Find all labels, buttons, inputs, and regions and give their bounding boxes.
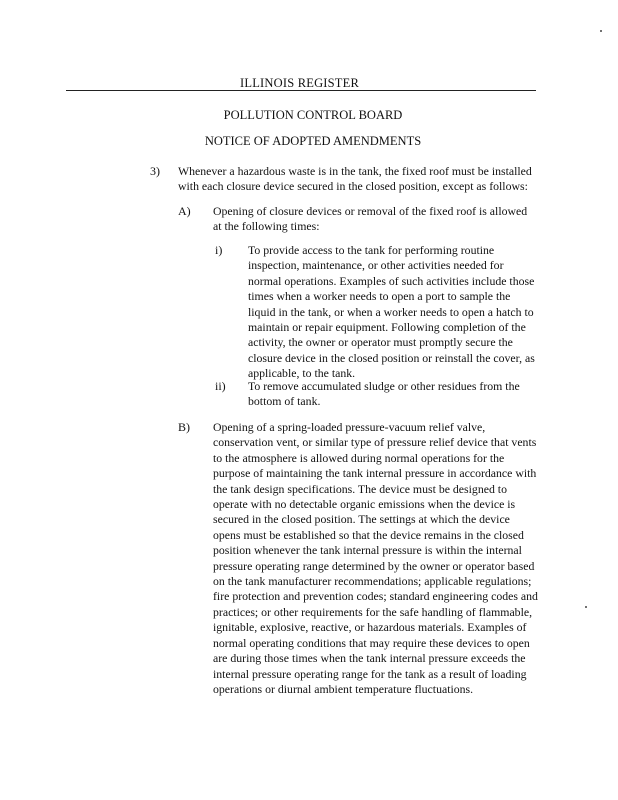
item-i-text: To provide access to the tank for performing routine inspection, maintenance, or other activities needed for normal operations. Examples of such activities include those times when a worker needs to open a port to sample the liquid in the tank, or when a worker needs to open a hatch to maintain or repair equipment. Following completion of the activity, the owner or operator must promptly secure the closure device in the closed position or reinstall the cover, as applicable, to the tank. <box>248 243 535 381</box>
item-3-marker: 3) <box>150 164 160 178</box>
item-a-text: Opening of closure devices or removal of the fixed roof is allowed at the following times: <box>213 204 528 234</box>
scan-speck <box>600 30 602 32</box>
scan-speck <box>585 606 587 608</box>
item-i-marker: i) <box>215 243 223 257</box>
item-ii-text: To remove accumulated sludge or other residues from the bottom of tank. <box>248 379 520 409</box>
register-title: ILLINOIS REGISTER <box>240 76 360 90</box>
item-3-text: Whenever a hazardous waste is in the tank, the fixed roof must be installed with each closure device secured in the closed position, except as follows: <box>178 164 532 194</box>
header-rule <box>66 90 536 91</box>
board-title: POLLUTION CONTROL BOARD <box>223 108 403 122</box>
item-b-marker: B) <box>178 420 190 434</box>
item-ii-marker: ii) <box>215 379 226 393</box>
item-a-marker: A) <box>178 204 191 218</box>
notice-title: NOTICE OF ADOPTED AMENDMENTS <box>204 134 422 148</box>
item-b-text: Opening of a spring-loaded pressure-vacuum relief valve, conservation vent, or similar type of pressure relief device that vents to the atmosphere is allowed during normal operations for the purpose of maintaining the tank internal pressure in accordance with the tank design specifications. The device must be designed to operate with no detectable organic emissions when the device is secured in the closed position. The settings at which the device opens must be established so that the device remains in the closed position whenever the tank internal pressure is within the internal pressure operating range determined by the owner or operator based on the tank manufacturer recommendations; applicable regulations; fire protection and prevention codes; standard engineering codes and practices; or other requirements for the safe handling of flammable, ignitable, explosive, reactive, or hazardous materials. Examples of normal operating conditions that may require these devices to open are during those times when the tank internal pressure exceeds the internal pressure operating range for the tank as a result of loading operations or diurnal ambient temperature fluctuations. <box>213 420 538 696</box>
